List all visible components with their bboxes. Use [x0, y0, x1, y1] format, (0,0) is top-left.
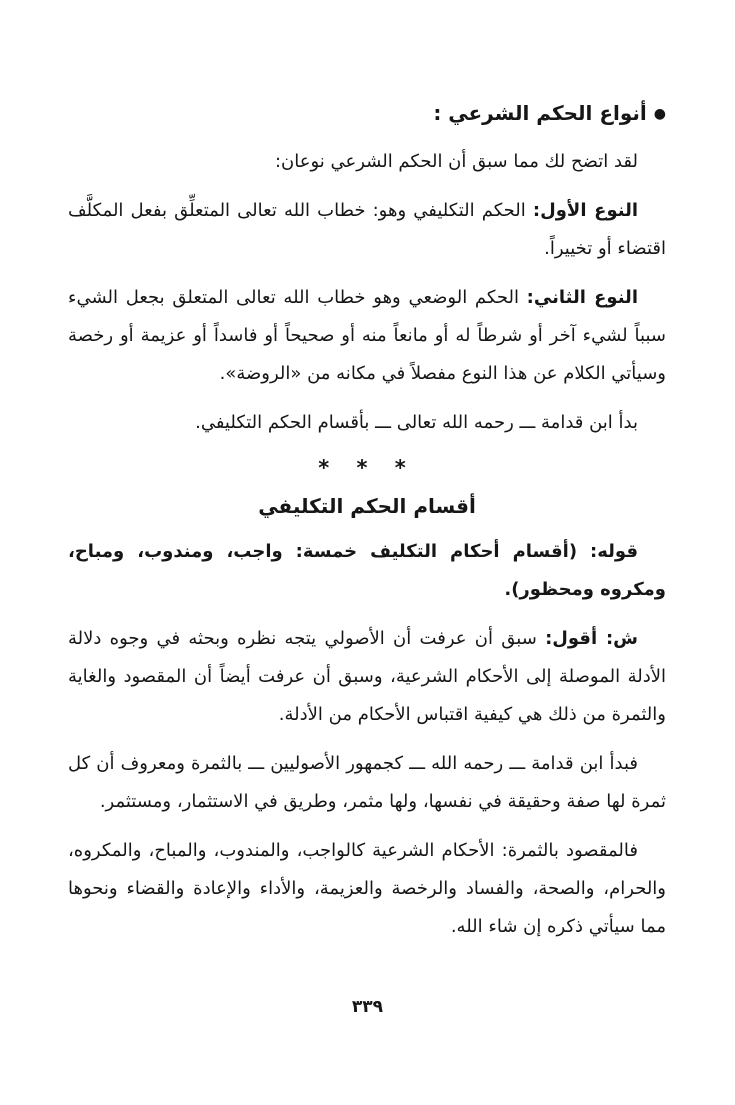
- paragraph-sharh: [68, 620, 666, 734]
- type-two-label: النوع الثاني:: [526, 287, 638, 308]
- section-heading-types-text: أنواع الحكم الشرعي :: [433, 101, 647, 125]
- paragraph-maqsud: فالمقصود بالثمرة: الأحكام الشرعية كالواجب، والمندوب، والمباح، والمكروه، والحرام، والصحة، والفساد والرخصة والعزيمة، والأداء والإعادة والقضاء ونحوها مما سيأتي ذكره إن شاء الله.: [68, 840, 666, 937]
- section-divider-stars: * * *: [318, 456, 416, 480]
- section-heading-types: [68, 96, 666, 131]
- sharh-label: ش: أقول:: [545, 628, 638, 649]
- paragraph-intro: لقد اتضح لك مما سبق أن الحكم الشرعي نوعان:: [274, 151, 638, 172]
- paragraph-type-two: [68, 279, 666, 393]
- paragraph-thamarah: فبدأ ابن قدامة ـــ رحمه الله ـــ كجمهور الأصوليين ـــ بالثمرة ومعروف أن كل ثمرة لها صفة وحقيقة في نفسها، ولها مثمر، وطريق في الاستثمار، ومستثمر.: [68, 753, 666, 812]
- paragraph-ibn-qudamah: بدأ ابن قدامة ـــ رحمه الله تعالى ـــ بأقسام الحكم التكليفي.: [195, 412, 638, 433]
- type-one-text: الحكم التكليفي وهو: خطاب الله تعالى المتعلِّق بفعل المكلَّف اقتضاء أو تخييراً.: [68, 200, 666, 259]
- sharh-text: سبق أن عرفت أن الأصولي يتجه نظره وبحثه في وجوه دلالة الأدلة الموصلة إلى الأحكام الشرعية، وسبق أن عرفت أيضاً أن المقصود والغاية والثمرة من ذلك هي كيفية اقتباس الأحكام من الأدلة.: [68, 628, 666, 725]
- bullet-icon: ●: [653, 106, 666, 122]
- paragraph-type-one: [68, 192, 666, 268]
- page-number: ٣٣٩: [351, 997, 384, 1017]
- type-two-text: الحكم الوضعي وهو خطاب الله تعالى المتعلق بجعل الشيء سبباً لشيء آخر أو شرطاً له أو مانعاً منه أو صحيحاً أو فاسداً أو عزيمة أو رخصة وسيأتي الكلام عن هذا النوع مفصلاً في مكانه من «الروضة».: [68, 287, 666, 384]
- paragraph-matn-quote: قوله: (أقسام أحكام التكليف خمسة: واجب، ومندوب، ومباح، ومكروه ومحظور).: [68, 541, 666, 600]
- chapter-heading-aqsam: أقسام الحكم التكليفي: [258, 494, 476, 518]
- type-one-label: النوع الأول:: [532, 200, 639, 221]
